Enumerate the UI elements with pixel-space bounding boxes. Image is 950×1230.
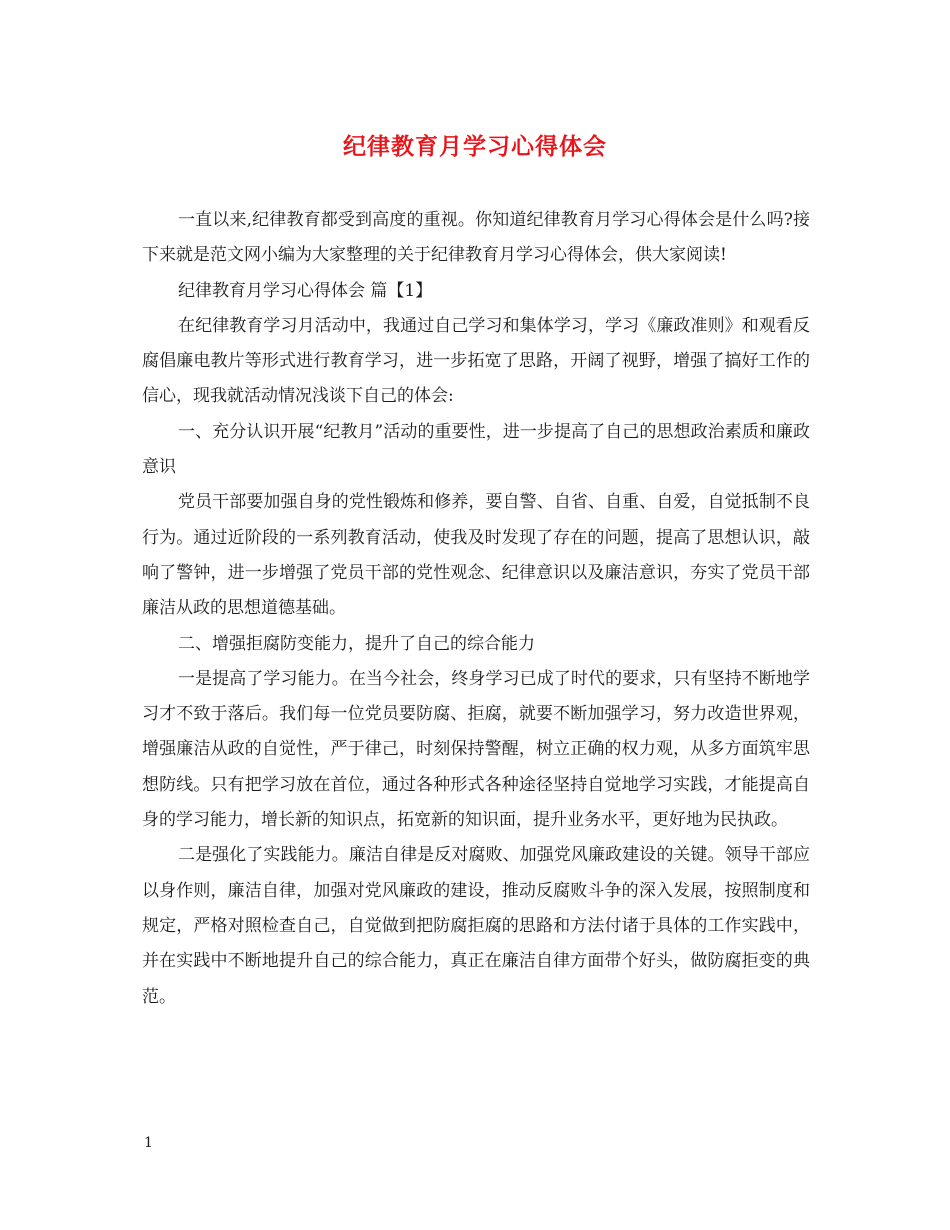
point-heading-one: 一、充分认识开展“纪教月”活动的重要性，进一步提高了自己的思想政治素质和廉政意识: [142, 421, 810, 478]
page-number: 1: [144, 1135, 153, 1151]
section-heading: 纪律教育月学习心得体会 篇【1】: [178, 280, 433, 301]
intro-paragraph: 一直以来,纪律教育都受到高度的重视。你知道纪律教育月学习心得体会是什么吗?接下来就是范文网小编为大家整理的关于纪律教育月学习心得体会，供大家阅读!: [142, 210, 810, 266]
point-heading-two: 二、增强拒腐防变能力，提升了自己的综合能力: [178, 633, 535, 654]
body-paragraph: 在纪律教育学习月活动中，我通过自己学习和集体学习，学习《廉政准则》和观看反腐倡廉电教片等形式进行教育学习，进一步拓宽了思路，开阔了视野，增强了搞好工作的信心，现我就活动情况浅谈下自己的体会:: [142, 315, 810, 407]
body-paragraph: 二是强化了实践能力。廉洁自律是反对腐败、加强党风廉政建设的关键。领导干部应以身作则，廉洁自律，加强对党风廉政的建设，推动反腐败斗争的深入发展，按照制度和规定，严格对照检查自己，自觉做到把防腐拒腐的思路和方法付诸于具体的工作实践中，并在实践中不断地提升自己的综合能力，真正在廉洁自律方面带个好头，做防腐拒变的典范。: [142, 845, 810, 1007]
body-paragraph: 一是提高了学习能力。在当今社会，终身学习已成了时代的要求，只有坚持不断地学习才不致于落后。我们每一位党员要防腐、拒腐，就要不断加强学习，努力改造世界观，增强廉洁从政的自觉性，严于律己，时刻保持警醒，树立正确的权力观，从多方面筑牢思想防线。只有把学习放在首位，通过各种形式各种途径坚持自觉地学习实践，才能提高自身的学习能力，增长新的知识点，拓宽新的知识面，提升业务水平，更好地为民执政。: [142, 668, 810, 831]
document-title: 纪律教育月学习心得体会: [343, 133, 607, 160]
document-body: [142, 203, 810, 1015]
body-paragraph: 党员干部要加强自身的党性锻炼和修养，要自警、自省、自重、自爱，自觉抵制不良行为。通过近阶段的一系列教育活动，使我及时发现了存在的问题，提高了思想认识，敲响了警钟，进一步增强了党员干部的党性观念、纪律意识以及廉洁意识，夯实了党员干部廉洁从政的思想道德基础。: [142, 492, 810, 619]
